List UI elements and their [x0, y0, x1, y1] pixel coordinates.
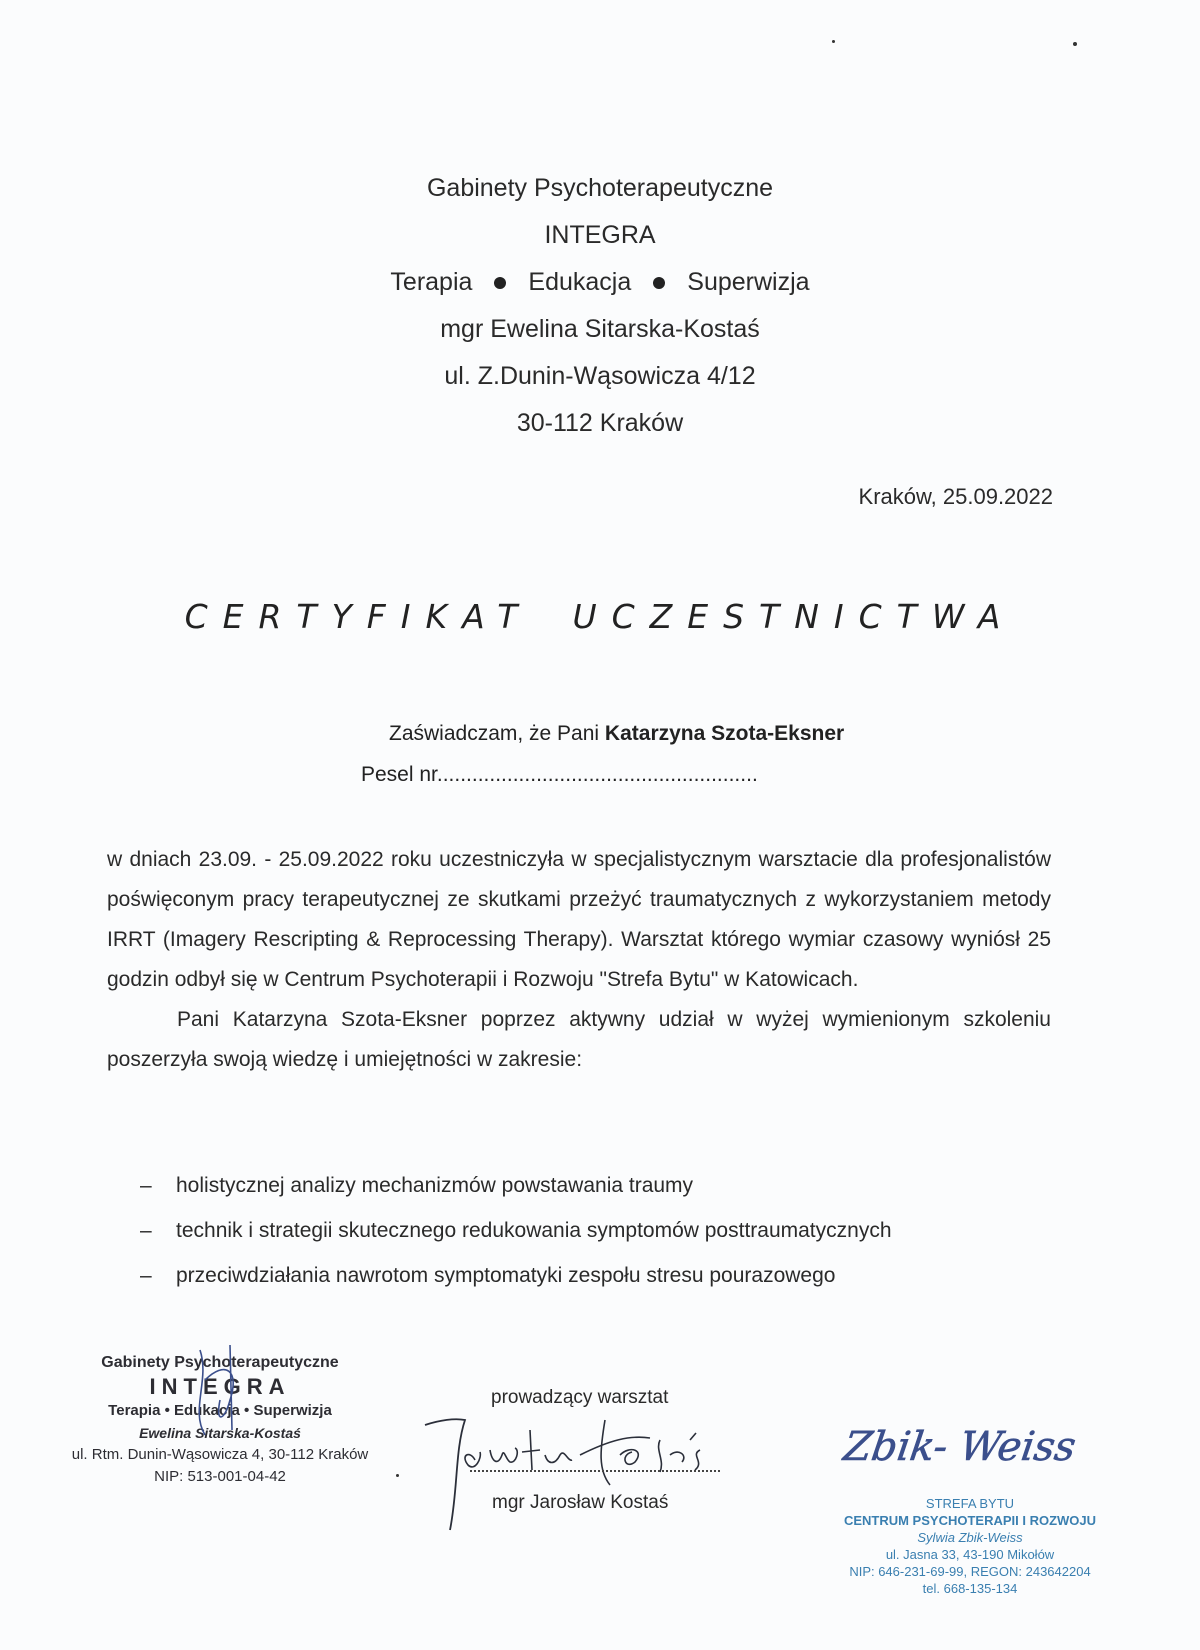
stamp-left-line-4: Ewelina Sitarska-Kostaś	[139, 1425, 301, 1441]
letterhead-tagline	[0, 259, 1200, 306]
participant-name: Katarzyna Szota-Eksner	[604, 722, 845, 745]
stamp-right-line-1: STREFA BYTU	[925, 1496, 1015, 1511]
letterhead-person: mgr Ewelina Sitarska-Kostaś	[440, 315, 760, 343]
letterhead-brand: INTEGRA	[544, 221, 656, 249]
bullet-dot-icon	[653, 277, 665, 289]
title-word-1: CERTYFIKAT	[184, 597, 533, 636]
signature-text: Zbik- Weiss	[840, 1424, 1079, 1470]
stamp-right-line-4: ul. Jasna 33, 43-190 Mikołów	[885, 1547, 1055, 1562]
scan-speck	[396, 1474, 399, 1477]
tagline-therapy: Terapia	[390, 268, 473, 296]
stamp-right-line-5: NIP: 646-231-69-99, REGON: 243642204	[849, 1564, 1091, 1579]
certification-prefix: Zaświadczam, że Pani	[389, 722, 605, 745]
stamp-left-line-5: ul. Rtm. Dunin-Wąsowicza 4, 30-112 Kraków	[71, 1446, 369, 1463]
letterhead-street: ul. Z.Dunin-Wąsowicza 4/12	[444, 362, 756, 390]
list-item: – technik i strategii skutecznego redukowania symptomów posttraumatycznych	[140, 1219, 892, 1242]
stamp-left-line-1: Gabinety Psychoterapeutyczne	[101, 1354, 339, 1371]
stamp-left-line-2: INTEGRA	[149, 1374, 291, 1399]
stamp-left-line-3: Terapia • Edukacja • Superwizja	[108, 1402, 332, 1419]
title-word-2: UCZESTNICTWA	[572, 597, 1016, 636]
stamp-right-line-6: tel. 668-135-134	[922, 1581, 1018, 1596]
letterhead	[0, 165, 1200, 447]
tagline-education: Edukacja	[528, 268, 632, 296]
letterhead-city: 30-112 Kraków	[516, 409, 684, 437]
stamp-left-line-6: NIP: 513-001-04-42	[154, 1468, 286, 1485]
document-date: Kraków, 25.09.2022	[858, 484, 1053, 509]
certification-statement	[389, 722, 844, 746]
certificate-title	[0, 597, 1200, 636]
strefa-bytu-stamp	[840, 1495, 1100, 1597]
tagline-supervision: Superwizja	[687, 268, 810, 296]
body-paragraph-2: Pani Katarzyna Szota-Eksner poprzez aktywny udział w wyżej wymienionym szkoleniu poszerzyła swoją wiedzę i umiejętności w zakresie:	[107, 1008, 1051, 1071]
list-item: – przeciwdziałania nawrotom symptomatyki zespołu stresu pourazowego	[140, 1264, 836, 1287]
bullet-dot-icon	[494, 277, 506, 289]
body-paragraph-1: w dniach 23.09. - 25.09.2022 roku uczestniczyła w specjalistycznym warsztacie dla profesjonalistów poświęconym pracy terapeutycznej ze skutkami przeżyć traumatycznych z wykorzystaniem metody IRRT (Imagery Rescripting & Reprocessing Therapy). Warsztat którego wymiar czasowy wyniósł 25 godzin odbył się w Centrum Psychoterapii i Rozwoju "Strefa Bytu" w Katowicach.	[107, 848, 1051, 991]
skills-list	[140, 1163, 892, 1298]
leader-name: mgr Jarosław Kostaś	[492, 1492, 669, 1513]
stamp-right-line-3: Sylwia Zbik-Weiss	[917, 1530, 1023, 1545]
scan-speck	[1073, 42, 1077, 46]
stamp-right-line-2: CENTRUM PSYCHOTERAPII I ROZWOJU	[843, 1513, 1097, 1528]
initials-signature	[170, 1340, 280, 1440]
zbik-weiss-signature	[840, 1405, 1100, 1485]
signature-line	[470, 1470, 720, 1472]
leader-label: prowadzący warsztat	[491, 1387, 669, 1408]
certificate-body	[107, 840, 1051, 1080]
scan-speck	[832, 40, 835, 43]
letterhead-clinic-name: Gabinety Psychoterapeutyczne	[426, 174, 774, 202]
list-item: – holistycznej analizy mechanizmów powstawania traumy	[140, 1174, 694, 1197]
pesel-line: Pesel nr.......................................................	[361, 763, 758, 786]
